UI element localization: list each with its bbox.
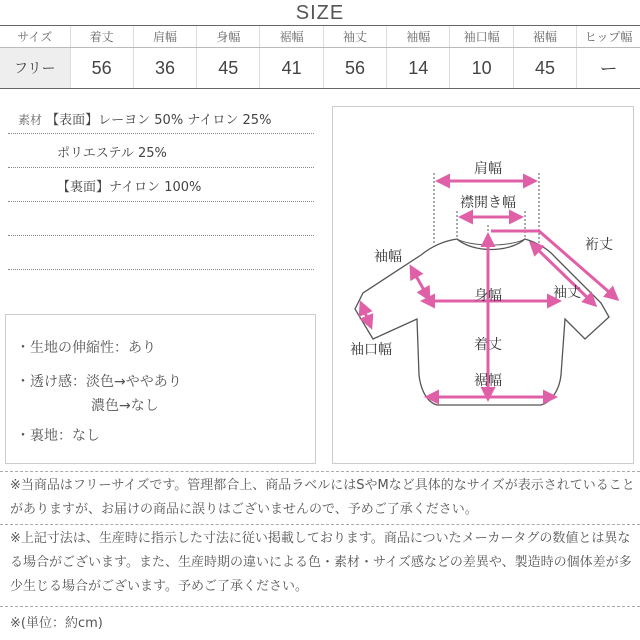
divider: [0, 524, 640, 525]
divider: [8, 167, 314, 168]
label-neck: 襟開き幅: [460, 195, 516, 211]
header-size: サイズ: [0, 26, 70, 48]
size-table-header-row: [0, 26, 640, 48]
sheer-text-2: 濃色→なし: [91, 398, 159, 414]
cell-body-width: 45: [197, 48, 260, 89]
header-shoulder: 肩幅: [133, 26, 196, 48]
material-text-1: 【表面】レーヨン 50% ナイロン 25%: [46, 113, 272, 128]
cell-sleeve-width: 14: [387, 48, 450, 89]
label-sleeve-length: 袖丈: [553, 285, 581, 301]
label-shoulder: 肩幅: [474, 161, 502, 177]
material-line-2: ポリエステル 25%: [57, 146, 167, 161]
divider: [8, 201, 314, 202]
label-hem: 裾幅: [474, 373, 502, 389]
note-measurements: ※上記寸法は、生産時に指示した寸法に従い掲載しております。商品についたメーカータグの数値とは異なる場合がございます。また、生産時期の違いによる色・素材・サイズ感などの差異や、製造時の個体差が多少生じる場合がございます。予めご了承ください。: [10, 531, 632, 594]
label-sleeve-width: 袖幅: [374, 249, 402, 265]
garment-diagram: [333, 107, 633, 463]
cell-length: 56: [70, 48, 133, 89]
neckline: [457, 239, 525, 245]
sheer-text-1: ・透け感：淡色→ややあり: [16, 374, 182, 390]
cell-size: フリー: [0, 48, 70, 89]
material-label: 素材: [18, 113, 43, 127]
divider: [0, 471, 640, 472]
header-length: 着丈: [70, 26, 133, 48]
header-sleeve-width: 袖幅: [387, 26, 450, 48]
label-raglan: 裄丈: [585, 237, 613, 253]
size-table-row: [0, 48, 640, 89]
header-body-width: 身幅: [197, 26, 260, 48]
divider: [0, 606, 640, 607]
divider: [8, 235, 314, 236]
measurement-diagram-panel: [332, 106, 634, 464]
header-hip-width: ヒップ幅: [577, 26, 640, 48]
cell-cuff-width: 10: [450, 48, 513, 89]
material-line-1: [18, 112, 271, 129]
label-cuff: 袖口幅: [350, 342, 392, 358]
cell-hem-width-2: 45: [513, 48, 576, 89]
lining-text: ・裏地：なし: [16, 428, 100, 444]
material-line-3: 【裏面】ナイロン 100%: [57, 180, 202, 195]
header-hem-width-2: 裾幅: [513, 26, 576, 48]
header-hem-width: 裾幅: [260, 26, 323, 48]
cell-hem-width: 41: [260, 48, 323, 89]
header-cuff-width: 袖口幅: [450, 26, 513, 48]
stretch-text: ・生地の伸縮性：あり: [16, 340, 156, 356]
size-title: SIZE: [295, 2, 345, 24]
cell-hip-width: ー: [577, 48, 640, 89]
divider: [8, 133, 314, 134]
label-body-width: 身幅: [474, 288, 502, 304]
label-length: 着丈: [474, 337, 502, 353]
note-unit: ※(単位：約cm): [10, 616, 103, 631]
size-table: [0, 25, 640, 89]
note-free-size: ※当商品はフリーサイズです。管理都合上、商品ラベルにはSやMなど具体的なサイズが表示されていることがありますが、お届けの商品に誤りはございませんので、予めご了承ください。: [10, 478, 635, 517]
header-sleeve-length: 袖丈: [323, 26, 386, 48]
cell-sleeve-length: 56: [323, 48, 386, 89]
divider: [8, 269, 314, 270]
cell-shoulder: 36: [133, 48, 196, 89]
